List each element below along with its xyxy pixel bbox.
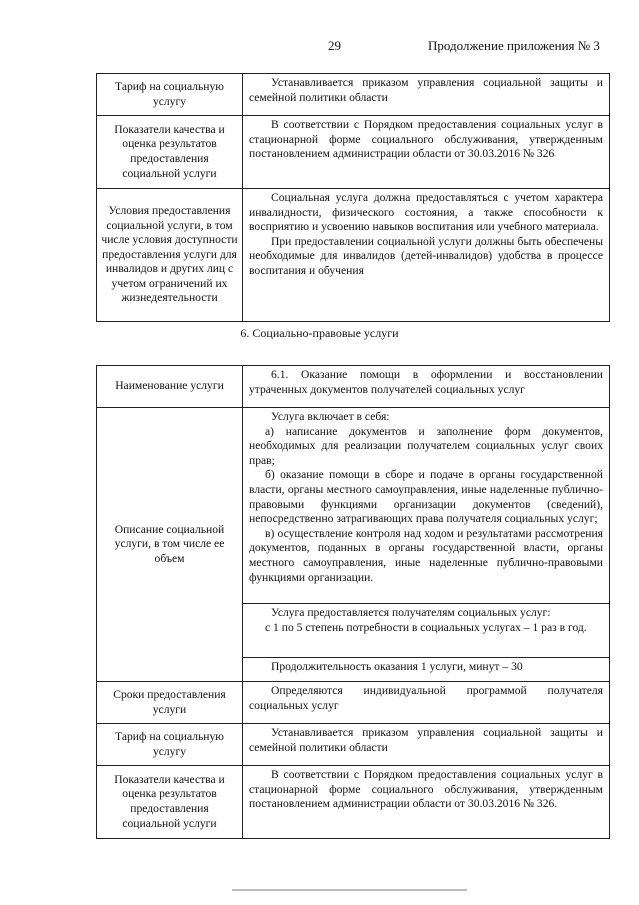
table-row	[97, 74, 610, 116]
service-recipients: Услуга предоставляется получателям социальных услуг: с 1 по 5 степень потребности в социальных услугах – 1 раз в год.	[243, 604, 610, 658]
table-row	[97, 408, 610, 604]
row-label: Тариф на социальную услугу	[97, 724, 243, 766]
service-table-top	[96, 73, 610, 322]
table-row	[97, 189, 610, 322]
service-table-main	[96, 365, 610, 839]
table-row	[97, 366, 610, 408]
row-label: Показатели качества и оценка результатов предоставления социальной услуги	[97, 116, 243, 189]
row-label: Условия предоставления социальной услуги, в том числе условия доступности предоставления услуги для инвалидов и других лиц с учетом ограничений их жизнедеятельности	[97, 189, 243, 322]
row-value: В соответствии с Порядком предоставления социальных услуг в стационарной форме социального обслуживания, утвержденным постановлением администрации области от 30.03.2016 № 326.	[243, 766, 610, 839]
row-label: Тариф на социальную услугу	[97, 74, 243, 116]
page-bottom-divider	[232, 889, 467, 891]
row-value: Устанавливается приказом управления социальной защиты и семейной политики области	[243, 724, 610, 766]
row-value: В соответствии с Порядком предоставления социальных услуг в стационарной форме социального обслуживания, утвержденным постановлением администрации области от 30.03.2016 № 326	[243, 116, 610, 189]
row-value: Определяются индивидуальной программой получателя социальных услуг	[243, 682, 610, 724]
row-value: Социальная услуга должна предоставляться с учетом характера инвалидности, физического состояния, а также способности к восприятию и усвоению навыков воспитания или учебного материала. При предоставлении социальной услуги должны быть обеспечены необходимые для инвалидов (детей-инвалидов) удобства в процессе воспитания и обучения	[243, 189, 610, 322]
service-name: 6.1. Оказание помощи в оформлении и восстановлении утраченных документов получателей социальных услуг	[243, 366, 610, 408]
page-number: 29	[328, 38, 341, 53]
table-row	[97, 724, 610, 766]
section-title: 6. Социально-правовые услуги	[240, 326, 399, 340]
row-label: Описание социальной услуги, в том числе ее объем	[97, 408, 243, 682]
service-includes: Услуга включает в себя: а) написание документов и заполнение форм документов, необходимых для реализации получателем социальных услуг своих прав; б) оказание помощи в сборе и подаче в органы государственной власти, органы местного самоуправления, иные наделенные публично-правовыми функциями организации документов (сведений), непосредственно затрагивающих права получателя социальных услуг; в) осуществление контроля над ходом и результатами рассмотрения документов, поданных в органы государственной власти, органы местного самоуправления, иные наделенные публично-правовыми функциями организации.	[243, 408, 610, 604]
appendix-continuation: Продолжение приложения № 3	[428, 38, 600, 53]
table-row	[97, 766, 610, 839]
row-label: Наименование услуги	[97, 366, 243, 408]
service-duration: Продолжительность оказания 1 услуги, минут – 30	[243, 658, 610, 682]
page-header	[0, 38, 639, 58]
table-row	[97, 682, 610, 724]
row-value: Устанавливается приказом управления социальной защиты и семейной политики области	[243, 74, 610, 116]
table-row	[97, 116, 610, 189]
row-label: Сроки предоставления услуги	[97, 682, 243, 724]
row-label: Показатели качества и оценка результатов предоставления социальной услуги	[97, 766, 243, 839]
